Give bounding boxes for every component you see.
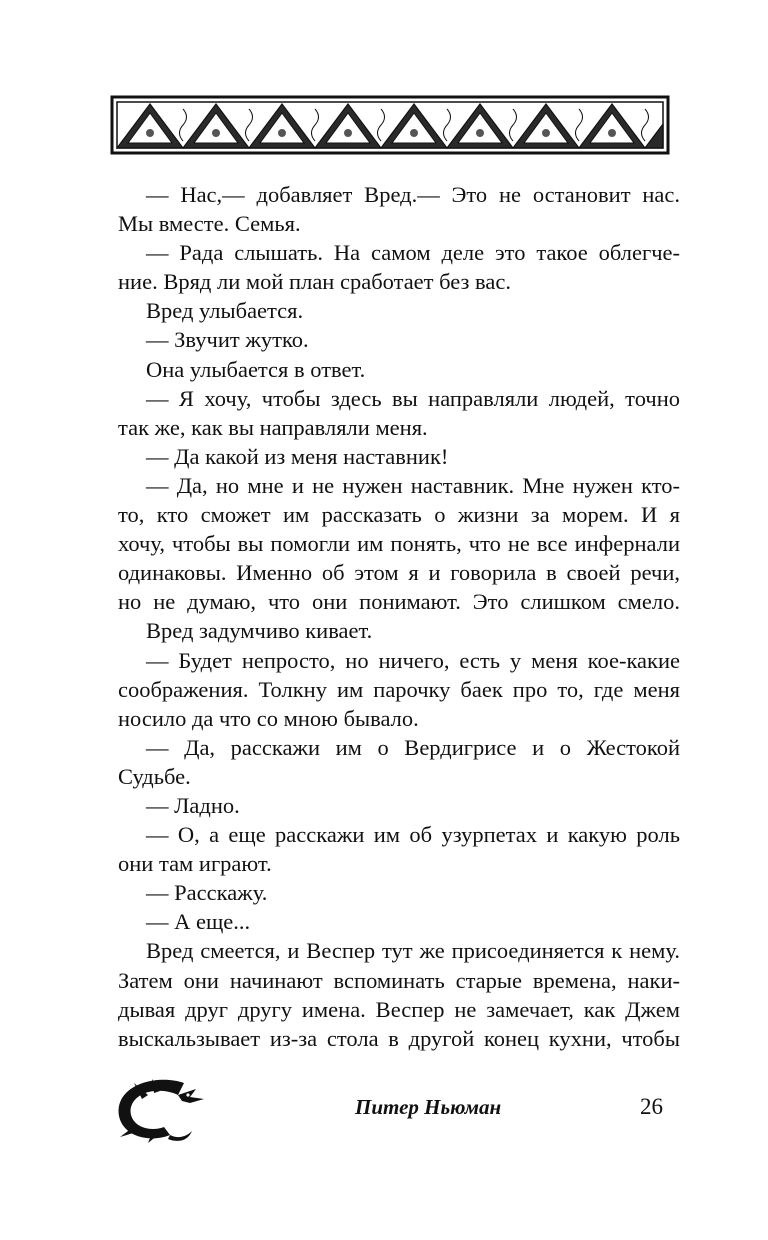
dragon-emblem-icon xyxy=(112,1075,212,1145)
text-line: дывая друг другу имена. Веспер не замечает, как Джем xyxy=(118,996,680,1022)
text-line: выскальзывает из-за стола в другой конец кухни, чтобы xyxy=(118,1025,680,1051)
text-line: — Нас,— добавляет Вред.— Это не остановит нас. xyxy=(146,182,680,207)
text-line: — Ладно. xyxy=(146,792,240,818)
text-line: — Будет непросто, но ничего, есть у меня кое-какие xyxy=(146,647,680,673)
text-line: соображения. Толкну им парочку баек про то, где меня xyxy=(118,676,680,702)
text-line: Затем они начинают вспоминать старые времена, наки- xyxy=(118,967,680,993)
page-number: 26 xyxy=(640,1094,663,1119)
text-line: — Расскажу. xyxy=(146,880,268,906)
text-line: — Рада слышать. На самом деле это такое облегче- xyxy=(146,240,680,266)
text-line: — Да, но мне и не нужен наставник. Мне нужен кто- xyxy=(146,472,680,498)
body-text xyxy=(118,180,680,1053)
text-line: — Я хочу, чтобы здесь вы направляли людей, точно xyxy=(146,385,680,411)
author-name: Питер Ньюман xyxy=(355,1095,502,1119)
text-line: они там играют. xyxy=(118,851,272,877)
text-line: одинаковы. Именно об этом я и говорила в своей речи, xyxy=(118,560,680,586)
text-line: Вред задумчиво кивает. xyxy=(146,618,373,644)
ornamental-border-icon xyxy=(110,95,670,155)
text-line: — О, а еще расскажи им об узурпетах и какую роль xyxy=(146,822,680,848)
text-line: Вред смеется, и Веспер тут же присоединяется к нему. xyxy=(146,938,680,964)
text-line: ние. Вряд ли мой план сработает без вас. xyxy=(118,269,511,295)
text-line: но не думаю, что они понимают. Это слишком смело. xyxy=(118,589,680,615)
text-line: — Звучит жутко. xyxy=(146,327,309,353)
text-line: Судьбе. xyxy=(118,763,191,789)
text-line: то, кто сможет им рассказать о жизни за морем. И я xyxy=(118,502,680,528)
text-line: — Да, расскажи им о Вердигрисе и о Жестокой xyxy=(146,734,680,760)
text-line: так же, как вы направляли меня. xyxy=(118,414,428,440)
text-line: — Да какой из меня наставник! xyxy=(146,443,449,469)
text-line: Она улыбается в ответ. xyxy=(146,356,366,382)
text-line: хочу, чтобы вы помогли им понять, что не все инфернали xyxy=(118,531,680,557)
text-line: носило да что со мною бывало. xyxy=(118,705,419,731)
text-line: — А еще... xyxy=(146,909,251,935)
text-line: Мы вместе. Семья. xyxy=(118,211,301,237)
text-line: Вред улыбается. xyxy=(146,298,304,324)
